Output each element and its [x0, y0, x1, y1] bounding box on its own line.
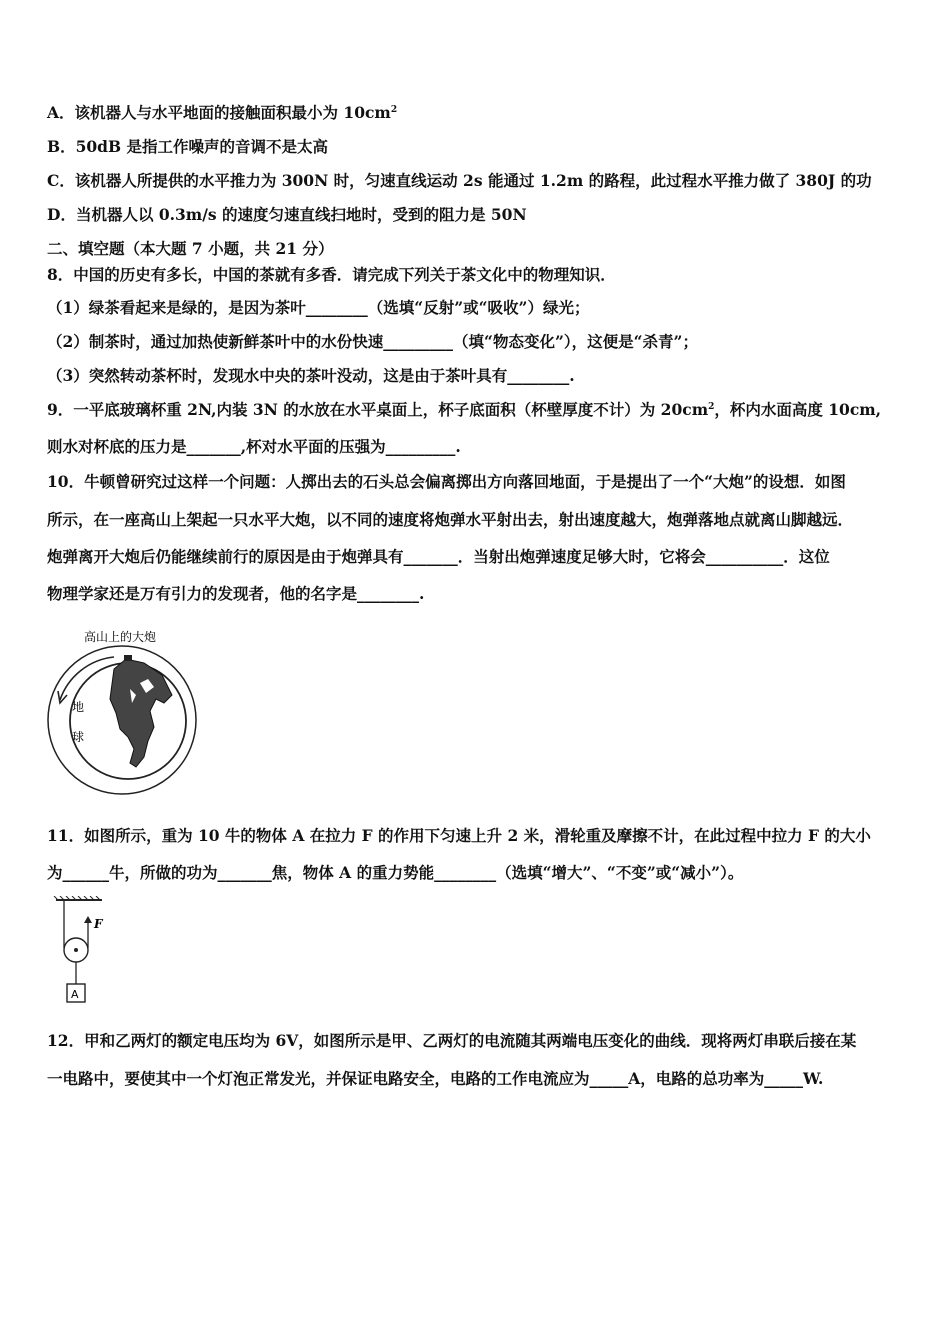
- cannon-icon: [124, 655, 132, 661]
- pulley-figure: [52, 896, 122, 1008]
- q8-part3: （3）突然转动茶杯时，发现水中央的茶叶没动，这是由于茶叶具有________.: [47, 366, 575, 385]
- globe-diagram: [44, 625, 204, 795]
- q10-line1: 10．牛顿曾研究过这样一个问题：人掷出去的石头总会偏离掷出方向落回地面，于是提出了一个“大炮”的设想．如图: [47, 472, 846, 491]
- q9-text-b: ，杯内水面高度 10cm,: [714, 400, 882, 419]
- cannon-figure: [44, 625, 204, 795]
- option-b: B．50dB 是指工作噪声的音调不是太高: [47, 137, 329, 156]
- q10-line4: 物理学家还是万有引力的发现者，他的名字是________.: [47, 584, 425, 603]
- q8-stem: 8．中国的历史有多长，中国的茶就有多香．请完成下列关于茶文化中的物理知识．: [47, 265, 616, 284]
- figure-label-earth-2: 球: [72, 730, 85, 744]
- section-heading: 二、填空题（本大题 7 小题，共 21 分）: [47, 239, 334, 258]
- pulley-diagram: [52, 896, 122, 1008]
- block-label: A: [71, 988, 79, 1001]
- q9-line2: 则水对杯底的压力是_______,杯对水平面的压强为_________.: [47, 437, 461, 456]
- force-arrowhead: [84, 916, 92, 923]
- q12-line2: 一电路中，要使其中一个灯泡正常发光，并保证电路安全，电路的工作电流应为_____A，电路的总功率为_____W.: [47, 1069, 824, 1088]
- q9-line1: [47, 399, 881, 421]
- q10-line3: 炮弹离开大炮后仍能继续前行的原因是由于炮弹具有_______．当射出炮弹速度足够大时，它将会__________．这位: [47, 547, 830, 566]
- figure-label-earth-1: 地: [72, 700, 85, 714]
- option-d: D．当机器人以 0.3m/s 的速度匀速直线扫地时，受到的阻力是 50N: [47, 205, 527, 224]
- q11-line1: 11．如图所示，重为 10 牛的物体 A 在拉力 F 的作用下匀速上升 2 米，滑轮重及摩擦不计，在此过程中拉力 F 的大小: [47, 826, 871, 845]
- figure-caption: 高山上的大炮: [84, 630, 157, 644]
- option-a: [47, 102, 397, 124]
- superscript: 2: [708, 401, 715, 412]
- option-a-text: A．该机器人与水平地面的接触面积最小为 10cm: [47, 103, 391, 122]
- superscript: 2: [390, 104, 398, 115]
- force-label: F: [94, 917, 103, 931]
- q10-line2: 所示，在一座高山上架起一只水平大炮，以不同的速度将炮弹水平射出去，射出速度越大，炮弹落地点就离山脚越远．: [47, 510, 854, 529]
- q8-part2: （2）制茶时，通过加热使新鲜茶叶中的水份快速_________（填“物态变化”），这便是“杀青”；: [47, 332, 698, 351]
- q9-text-a: 9．一平底玻璃杯重 2N,内装 3N 的水放在水平桌面上，杯子底面积（杯壁厚度不计）为 20cm: [47, 400, 709, 419]
- q11-line2: 为______牛，所做的功为_______焦，物体 A 的重力势能________（选填“增大”、“不变”或“减小”）。: [47, 863, 744, 882]
- pulley-axle: [74, 948, 78, 952]
- q8-part1: （1）绿茶看起来是绿的，是因为茶叶________（选填“反射”或“吸收”）绿光；: [47, 298, 590, 317]
- q12-line1: 12．甲和乙两灯的额定电压均为 6V，如图所示是甲、乙两灯的电流随其两端电压变化的曲线．现将两灯串联后接在某: [47, 1031, 857, 1050]
- option-c: C．该机器人所提供的水平推力为 300N 时，匀速直线运动 2s 能通过 1.2m 的路程，此过程水平推力做了 380J 的功: [47, 171, 872, 190]
